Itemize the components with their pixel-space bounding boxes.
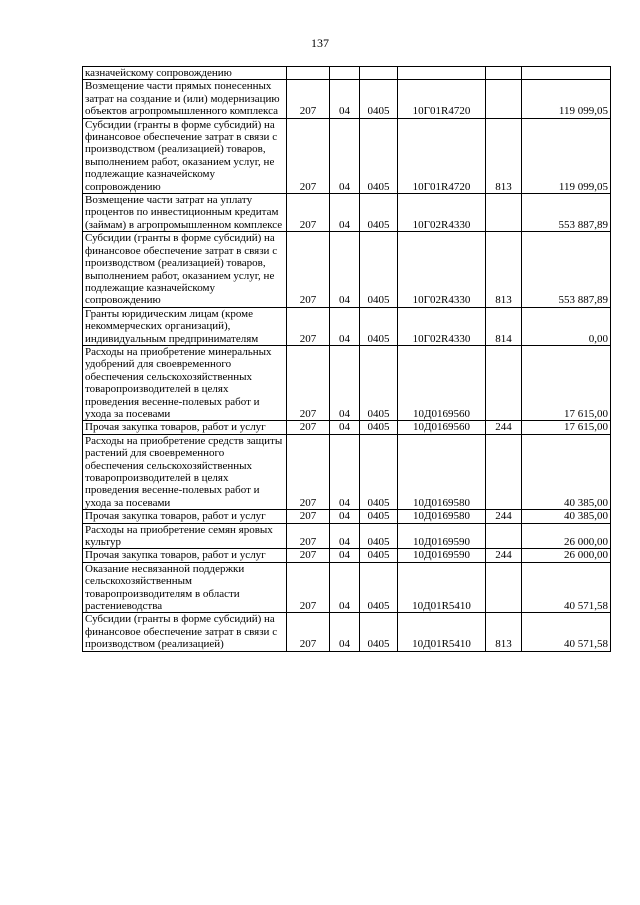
table-row — [83, 613, 611, 651]
table-row — [83, 434, 611, 509]
target-article-code-cell: 10Г01R4720 — [398, 80, 486, 118]
department-code-cell: 207 — [287, 80, 330, 118]
target-article-code-cell: 10Г02R4330 — [398, 194, 486, 232]
section-code-cell — [330, 67, 360, 80]
page-number: 137 — [311, 36, 329, 50]
table-row — [83, 345, 611, 420]
target-article-code-cell: 10Д0169590 — [398, 549, 486, 562]
subsection-code-cell: 0405 — [360, 434, 398, 509]
expense-name-cell: Расходы на приобретение средств защиты растений для своевременного обеспечения сельскохозяйственных товаропроизводителей в целях проведения весенне-полевых работ и ухода за посевами — [83, 434, 287, 509]
amount-cell: 553 887,89 — [522, 232, 611, 307]
expense-name-cell: Субсидии (гранты в форме субсидий) на финансовое обеспечение затрат в связи с производством (реализацией) — [83, 613, 287, 651]
section-code-cell: 04 — [330, 307, 360, 345]
expense-name-cell: Расходы на приобретение семян яровых культур — [83, 523, 287, 549]
subsection-code-cell: 0405 — [360, 345, 398, 420]
table-row — [83, 67, 611, 80]
expense-type-code-cell: 813 — [486, 118, 522, 193]
expense-type-code-cell: 244 — [486, 510, 522, 523]
section-code-cell: 04 — [330, 549, 360, 562]
amount-cell: 26 000,00 — [522, 523, 611, 549]
subsection-code-cell: 0405 — [360, 80, 398, 118]
section-code-cell: 04 — [330, 194, 360, 232]
subsection-code-cell: 0405 — [360, 613, 398, 651]
expense-type-code-cell — [486, 345, 522, 420]
table-row — [83, 549, 611, 562]
target-article-code-cell: 10Г02R4330 — [398, 307, 486, 345]
section-code-cell: 04 — [330, 523, 360, 549]
table-row — [83, 421, 611, 434]
department-code-cell: 207 — [287, 307, 330, 345]
expense-name-cell: Гранты юридическим лицам (кроме некоммерческих организаций), индивидуальным предпринимателям — [83, 307, 287, 345]
department-code-cell: 207 — [287, 194, 330, 232]
expense-name-cell: Субсидии (гранты в форме субсидий) на финансовое обеспечение затрат в связи с производством (реализацией) товаров, выполнением работ, оказанием услуг, не подлежащие казначейскому сопровождению — [83, 118, 287, 193]
table-row — [83, 510, 611, 523]
expense-name-cell: Возмещение части прямых понесенных затрат на создание и (или) модернизацию объектов агропромышленного комплекса — [83, 80, 287, 118]
target-article-code-cell: 10Д01R5410 — [398, 613, 486, 651]
subsection-code-cell: 0405 — [360, 194, 398, 232]
expense-name-cell: Оказание несвязанной поддержки сельскохозяйственным товаропроизводителям в области растениеводства — [83, 562, 287, 613]
amount-cell: 26 000,00 — [522, 549, 611, 562]
department-code-cell: 207 — [287, 345, 330, 420]
amount-cell: 17 615,00 — [522, 421, 611, 434]
expense-name-cell: казначейскому сопровождению — [83, 67, 287, 80]
expense-type-code-cell: 813 — [486, 232, 522, 307]
expense-type-code-cell — [486, 562, 522, 613]
subsection-code-cell: 0405 — [360, 510, 398, 523]
table-row — [83, 523, 611, 549]
section-code-cell: 04 — [330, 510, 360, 523]
department-code-cell: 207 — [287, 510, 330, 523]
amount-cell: 17 615,00 — [522, 345, 611, 420]
table-row — [83, 194, 611, 232]
subsection-code-cell: 0405 — [360, 421, 398, 434]
expense-type-code-cell — [486, 80, 522, 118]
expense-name-cell: Возмещение части затрат на уплату процентов по инвестиционным кредитам (займам) в агропромышленном комплексе — [83, 194, 287, 232]
expense-type-code-cell: 814 — [486, 307, 522, 345]
section-code-cell: 04 — [330, 562, 360, 613]
amount-cell: 40 385,00 — [522, 434, 611, 509]
section-code-cell: 04 — [330, 118, 360, 193]
expense-type-code-cell — [486, 67, 522, 80]
target-article-code-cell: 10Д0169580 — [398, 434, 486, 509]
expense-type-code-cell — [486, 434, 522, 509]
department-code-cell: 207 — [287, 613, 330, 651]
expense-name-cell: Прочая закупка товаров, работ и услуг — [83, 510, 287, 523]
target-article-code-cell: 10Д0169560 — [398, 345, 486, 420]
target-article-code-cell: 10Д0169560 — [398, 421, 486, 434]
department-code-cell — [287, 67, 330, 80]
expense-type-code-cell: 244 — [486, 549, 522, 562]
amount-cell: 119 099,05 — [522, 118, 611, 193]
department-code-cell: 207 — [287, 232, 330, 307]
department-code-cell: 207 — [287, 523, 330, 549]
budget-table — [82, 66, 611, 652]
expense-type-code-cell: 813 — [486, 613, 522, 651]
table-row — [83, 307, 611, 345]
amount-cell: 553 887,89 — [522, 194, 611, 232]
target-article-code-cell — [398, 67, 486, 80]
table-row — [83, 118, 611, 193]
target-article-code-cell: 10Д0169590 — [398, 523, 486, 549]
target-article-code-cell: 10Д0169580 — [398, 510, 486, 523]
subsection-code-cell: 0405 — [360, 562, 398, 613]
expense-type-code-cell — [486, 523, 522, 549]
section-code-cell: 04 — [330, 80, 360, 118]
table-row — [83, 232, 611, 307]
subsection-code-cell — [360, 67, 398, 80]
amount-cell: 40 385,00 — [522, 510, 611, 523]
expense-type-code-cell — [486, 194, 522, 232]
section-code-cell: 04 — [330, 345, 360, 420]
table-row — [83, 562, 611, 613]
department-code-cell: 207 — [287, 434, 330, 509]
subsection-code-cell: 0405 — [360, 307, 398, 345]
expense-type-code-cell: 244 — [486, 421, 522, 434]
department-code-cell: 207 — [287, 562, 330, 613]
subsection-code-cell: 0405 — [360, 523, 398, 549]
expense-name-cell: Прочая закупка товаров, работ и услуг — [83, 549, 287, 562]
department-code-cell: 207 — [287, 549, 330, 562]
section-code-cell: 04 — [330, 232, 360, 307]
amount-cell: 0,00 — [522, 307, 611, 345]
target-article-code-cell: 10Г01R4720 — [398, 118, 486, 193]
table-row — [83, 80, 611, 118]
subsection-code-cell: 0405 — [360, 232, 398, 307]
subsection-code-cell: 0405 — [360, 549, 398, 562]
expense-name-cell: Расходы на приобретение минеральных удобрений для своевременного обеспечения сельскохозяйственных товаропроизводителей в целях проведения весенне-полевых работ и ухода за посевами — [83, 345, 287, 420]
department-code-cell: 207 — [287, 421, 330, 434]
section-code-cell: 04 — [330, 421, 360, 434]
subsection-code-cell: 0405 — [360, 118, 398, 193]
department-code-cell: 207 — [287, 118, 330, 193]
expense-name-cell: Субсидии (гранты в форме субсидий) на финансовое обеспечение затрат в связи с производством (реализацией) товаров, выполнением работ, оказанием услуг, не подлежащие казначейскому сопровождению — [83, 232, 287, 307]
target-article-code-cell: 10Д01R5410 — [398, 562, 486, 613]
section-code-cell: 04 — [330, 613, 360, 651]
amount-cell: 119 099,05 — [522, 80, 611, 118]
section-code-cell: 04 — [330, 434, 360, 509]
target-article-code-cell: 10Г02R4330 — [398, 232, 486, 307]
amount-cell: 40 571,58 — [522, 613, 611, 651]
expense-name-cell: Прочая закупка товаров, работ и услуг — [83, 421, 287, 434]
amount-cell — [522, 67, 611, 80]
amount-cell: 40 571,58 — [522, 562, 611, 613]
